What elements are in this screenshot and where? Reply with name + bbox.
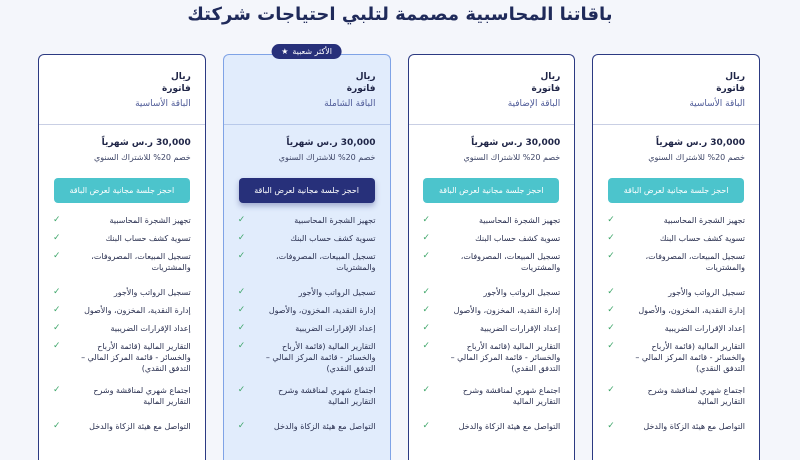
check-icon: ✓ bbox=[422, 305, 431, 315]
check-icon: ✓ bbox=[607, 233, 615, 243]
check-icon: ✓ bbox=[422, 233, 431, 243]
card-divider bbox=[39, 124, 205, 125]
check-icon: ✓ bbox=[237, 287, 246, 297]
check-icon: ✓ bbox=[422, 251, 431, 261]
check-icon: ✓ bbox=[607, 385, 615, 395]
card-divider bbox=[224, 124, 390, 125]
feature-item: ✓ تسوية كشف حساب البنك bbox=[422, 233, 561, 243]
feature-item: ✓ إعداد الإقرارات الضريبية bbox=[53, 323, 191, 333]
annual-discount: خصم 20% للاشتراك السنوي bbox=[648, 153, 745, 162]
check-icon: ✓ bbox=[237, 215, 246, 225]
price-unit: ريال bbox=[725, 72, 745, 82]
price-period: فاتورة bbox=[531, 84, 561, 94]
page-title: باقاتنا المحاسبية مصممة لتلبي احتياجات شركتك bbox=[187, 4, 613, 25]
check-icon: ✓ bbox=[607, 287, 615, 297]
check-icon: ✓ bbox=[237, 385, 246, 395]
plan-name: الباقة الأساسية bbox=[135, 99, 191, 109]
plans-row bbox=[38, 47, 760, 460]
check-icon: ✓ bbox=[237, 305, 246, 315]
check-icon: ✓ bbox=[53, 323, 61, 333]
feature-list bbox=[423, 215, 561, 439]
annual-discount: خصم 20% للاشتراك السنوي bbox=[278, 153, 376, 162]
feature-item: ✓ إعداد الإقرارات الضريبية bbox=[237, 323, 376, 333]
feature-item: ✓ إدارة النقدية، المخزون، والأصول bbox=[237, 305, 376, 315]
feature-item: ✓ تسجيل المبيعات، المصروفات، والمشتريات bbox=[422, 251, 561, 272]
price-unit: ريال bbox=[171, 72, 191, 82]
feature-item: ✓ تسوية كشف حساب البنك bbox=[607, 233, 745, 243]
feature-item: ✓ تجهيز الشجرة المحاسبية bbox=[607, 215, 745, 225]
check-icon: ✓ bbox=[422, 385, 431, 395]
book-session-button[interactable]: احجز جلسة مجانية لعرض الباقة bbox=[239, 178, 375, 203]
feature-item: ✓ اجتماع شهري لمناقشة وشرح التقارير المالية bbox=[422, 385, 561, 406]
annual-discount: خصم 20% للاشتراك السنوي bbox=[463, 153, 561, 162]
feature-list bbox=[53, 215, 191, 439]
check-icon: ✓ bbox=[53, 233, 61, 243]
plan-card-additional bbox=[408, 54, 576, 460]
book-session-button[interactable]: احجز جلسة مجانية لعرض الباقة bbox=[54, 178, 190, 203]
feature-item: ✓ إدارة النقدية، المخزون، والأصول bbox=[422, 305, 561, 315]
feature-item: ✓ تسجيل المبيعات، المصروفات، والمشتريات bbox=[237, 251, 376, 272]
check-icon: ✓ bbox=[607, 251, 615, 261]
check-icon: ✓ bbox=[422, 341, 431, 351]
check-icon: ✓ bbox=[607, 305, 615, 315]
plan-card-basic-2 bbox=[38, 54, 206, 460]
monthly-price: 30,000 ر.س شهرياً bbox=[101, 138, 191, 148]
badge-label: الأكثر شعبية bbox=[292, 47, 333, 56]
feature-item: ✓ اجتماع شهري لمناقشة وشرح التقارير المالية bbox=[607, 385, 745, 406]
feature-item: ✓ تسوية كشف حساب البنك bbox=[237, 233, 376, 243]
check-icon: ✓ bbox=[237, 251, 246, 261]
check-icon: ✓ bbox=[607, 341, 615, 351]
check-icon: ✓ bbox=[53, 385, 61, 395]
card-divider bbox=[409, 124, 575, 125]
monthly-price: 30,000 ر.س شهرياً bbox=[471, 138, 561, 148]
feature-item: ✓ تجهيز الشجرة المحاسبية bbox=[422, 215, 561, 225]
feature-item: ✓ تسجيل المبيعات، المصروفات، والمشتريات bbox=[53, 251, 191, 272]
check-icon: ✓ bbox=[422, 421, 431, 431]
feature-item: ✓ التواصل مع هيئة الزكاة والدخل bbox=[422, 421, 561, 431]
feature-item: ✓ اجتماع شهري لمناقشة وشرح التقارير المالية bbox=[237, 385, 376, 406]
feature-item: ✓ اجتماع شهري لمناقشة وشرح التقارير المالية bbox=[53, 385, 191, 406]
feature-item: ✓ التقارير المالية (قائمة الأرباح والخسائر - قائمة المركز المالي – التدفق النقدي) bbox=[53, 341, 191, 373]
check-icon: ✓ bbox=[422, 215, 431, 225]
feature-item: ✓ التواصل مع هيئة الزكاة والدخل bbox=[607, 421, 745, 431]
feature-list bbox=[238, 215, 376, 439]
most-popular-badge bbox=[271, 44, 342, 59]
check-icon: ✓ bbox=[422, 323, 431, 333]
book-session-button[interactable]: احجز جلسة مجانية لعرض الباقة bbox=[423, 178, 559, 203]
card-divider bbox=[593, 124, 759, 125]
feature-item: ✓ التقارير المالية (قائمة الأرباح والخسائر - قائمة المركز المالي – التدفق النقدي) bbox=[237, 341, 376, 373]
check-icon: ✓ bbox=[237, 233, 246, 243]
plan-name: الباقة الأساسية bbox=[689, 99, 745, 109]
feature-item: ✓ التقارير المالية (قائمة الأرباح والخسائر - قائمة المركز المالي – التدفق النقدي) bbox=[607, 341, 745, 373]
price-unit: ريال bbox=[540, 72, 561, 82]
plan-name: الباقة الشاملة bbox=[324, 99, 376, 109]
check-icon: ✓ bbox=[53, 421, 61, 431]
book-session-button[interactable]: احجز جلسة مجانية لعرض الباقة bbox=[608, 178, 744, 203]
check-icon: ✓ bbox=[53, 251, 61, 261]
feature-item: ✓ تسجيل الرواتب والأجور bbox=[53, 287, 191, 297]
monthly-price: 30,000 ر.س شهرياً bbox=[286, 138, 376, 148]
feature-item: ✓ تسجيل الرواتب والأجور bbox=[237, 287, 376, 297]
feature-list bbox=[607, 215, 745, 439]
feature-item: ✓ تسجيل الرواتب والأجور bbox=[422, 287, 561, 297]
annual-discount: خصم 20% للاشتراك السنوي bbox=[93, 153, 191, 162]
price-unit: ريال bbox=[355, 72, 376, 82]
price-period: فاتورة bbox=[161, 84, 191, 94]
check-icon: ✓ bbox=[237, 421, 246, 431]
check-icon: ✓ bbox=[53, 305, 61, 315]
feature-item: ✓ التواصل مع هيئة الزكاة والدخل bbox=[53, 421, 191, 431]
check-icon: ✓ bbox=[607, 421, 615, 431]
feature-item: ✓ إعداد الإقرارات الضريبية bbox=[607, 323, 745, 333]
feature-item: ✓ إعداد الإقرارات الضريبية bbox=[422, 323, 561, 333]
star-icon: ★ bbox=[281, 47, 289, 56]
feature-item: ✓ تجهيز الشجرة المحاسبية bbox=[237, 215, 376, 225]
feature-item: ✓ تسوية كشف حساب البنك bbox=[53, 233, 191, 243]
check-icon: ✓ bbox=[237, 341, 246, 351]
plan-card-basic bbox=[592, 54, 760, 460]
price-period: فاتورة bbox=[346, 84, 376, 94]
check-icon: ✓ bbox=[607, 215, 615, 225]
check-icon: ✓ bbox=[53, 287, 61, 297]
monthly-price: 30,000 ر.س شهرياً bbox=[655, 138, 745, 148]
check-icon: ✓ bbox=[237, 323, 246, 333]
feature-item: ✓ إدارة النقدية، المخزون، والأصول bbox=[53, 305, 191, 315]
feature-item: ✓ تسجيل الرواتب والأجور bbox=[607, 287, 745, 297]
feature-item: ✓ تجهيز الشجرة المحاسبية bbox=[53, 215, 191, 225]
plan-name: الباقة الإضافية bbox=[507, 99, 561, 109]
feature-item: ✓ إدارة النقدية، المخزون، والأصول bbox=[607, 305, 745, 315]
check-icon: ✓ bbox=[607, 323, 615, 333]
price-period: فاتورة bbox=[716, 84, 745, 94]
feature-item: ✓ التواصل مع هيئة الزكاة والدخل bbox=[237, 421, 376, 431]
check-icon: ✓ bbox=[422, 287, 431, 297]
check-icon: ✓ bbox=[53, 341, 61, 351]
plan-card-comprehensive bbox=[223, 47, 391, 460]
check-icon: ✓ bbox=[53, 215, 61, 225]
feature-item: ✓ تسجيل المبيعات، المصروفات، والمشتريات bbox=[607, 251, 745, 272]
feature-item: ✓ التقارير المالية (قائمة الأرباح والخسائر - قائمة المركز المالي – التدفق النقدي) bbox=[422, 341, 561, 373]
